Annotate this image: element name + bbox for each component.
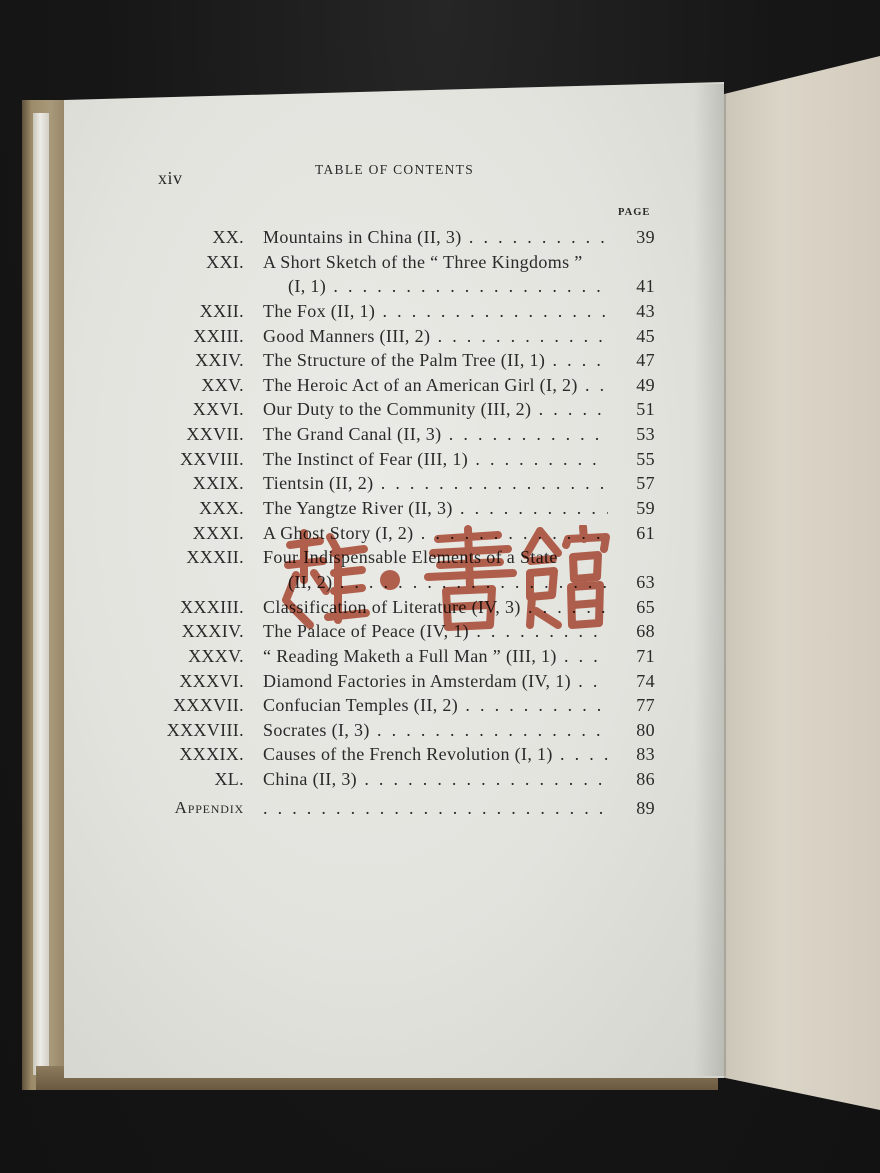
entry-page-number: 41 (636, 276, 655, 297)
entry-numeral: XXV. (201, 374, 244, 395)
appendix-entry (150, 796, 655, 821)
seal-glyph-1 (286, 533, 366, 625)
entry-page-number: 39 (636, 227, 655, 247)
seal-glyph-2 (428, 529, 513, 627)
entry-numeral: XXX. (199, 498, 244, 519)
gutter-shadow (694, 84, 726, 1076)
toc-entry (150, 644, 655, 669)
entry-page-number: 77 (636, 695, 655, 716)
page-column-label: PAGE (618, 207, 651, 218)
toc-entry (150, 373, 655, 398)
entry-title: Socrates (I, 3) . . . (263, 718, 608, 743)
entry-numeral-slot (150, 570, 244, 595)
toc-entry (150, 669, 655, 694)
entry-title: China (II, 3) . . . (263, 767, 608, 792)
toc-entry (150, 225, 655, 250)
toc-entry-line (150, 397, 655, 422)
toc-entries (150, 225, 655, 792)
entry-numeral: XXXIII. (180, 596, 244, 617)
toc-entry-line (150, 447, 655, 472)
entry-title: The Heroic Act of an American Girl (I, 2) . . . (263, 373, 608, 398)
appendix-label: Appendix (174, 798, 244, 818)
entry-title: A Ghost Story (I, 2) . . . (263, 521, 608, 546)
toc-entry-line (150, 669, 655, 694)
entry-numeral: XX. (212, 227, 244, 247)
entry-numeral: XXXII. (186, 547, 244, 568)
entry-page-number: 57 (636, 473, 655, 494)
entry-page-number: 68 (636, 621, 655, 642)
toc-entry-line (150, 225, 655, 250)
entry-title-continuation: (I, 1) . . . (288, 274, 608, 299)
entry-numeral: XXXI. (192, 522, 244, 543)
toc-entry-line (150, 299, 655, 324)
entry-page-number: 83 (636, 744, 655, 765)
entry-title: Four Indispensable Elements of a State (263, 547, 558, 568)
toc-entry (150, 397, 655, 422)
entry-page-number: 53 (636, 424, 655, 445)
page-block-edge (33, 113, 49, 1075)
entry-numeral: XXXVII. (173, 695, 244, 716)
toc-entry-line (150, 348, 655, 373)
entry-page-number: 43 (636, 300, 655, 321)
entry-title: Tientsin (II, 2) . . . (263, 471, 608, 496)
toc-entry (150, 742, 655, 767)
entry-title: The Yangtze River (II, 3) . . . (263, 496, 608, 521)
entry-numeral: XL. (214, 769, 244, 790)
entry-numeral: XXXV. (188, 645, 244, 666)
toc-entry-line (150, 324, 655, 349)
entry-title: Confucian Temples (II, 2) . . . (263, 693, 608, 718)
entry-page-slot (608, 250, 655, 275)
toc-entry (150, 250, 655, 299)
facing-page (716, 56, 880, 1110)
entry-page-slot (608, 545, 655, 570)
table-of-contents (150, 225, 655, 821)
seal-glyph-3 (526, 527, 606, 625)
entry-page-number: 74 (636, 670, 655, 691)
toc-entry (150, 447, 655, 472)
toc-entry-line (150, 496, 655, 521)
entry-numeral-slot (150, 274, 244, 299)
toc-entry-line (150, 693, 655, 718)
entry-numeral: XXIX. (192, 473, 244, 494)
entry-title: Classification of Literature (IV, 3) . . . (263, 595, 608, 620)
entry-title: A Short Sketch of the “ Three Kingdoms ” (263, 251, 583, 272)
entry-numeral: XXXVIII. (166, 719, 244, 740)
entry-title: The Instinct of Fear (III, 1) . . . (263, 447, 608, 472)
entry-page-number: 65 (636, 596, 655, 617)
folio-page-number: xiv (158, 168, 183, 188)
entry-title: Diamond Factories in Amsterdam (IV, 1) . . . (263, 669, 608, 694)
entry-page-number: 47 (636, 350, 655, 371)
entry-page-number: 51 (636, 399, 655, 420)
toc-entry-line (150, 373, 655, 398)
toc-entry-line (150, 767, 655, 792)
entry-page-number: 63 (636, 571, 655, 592)
entry-numeral: XXIV. (195, 350, 244, 371)
entry-page-number: 61 (636, 522, 655, 543)
entry-page-number: 55 (636, 448, 655, 469)
entry-numeral: XXVIII. (180, 448, 244, 469)
toc-entry (150, 496, 655, 521)
toc-entry-line (150, 718, 655, 743)
entry-title: Our Duty to the Community (III, 2) . . . (263, 397, 608, 422)
entry-page-number: 86 (636, 769, 655, 790)
entry-numeral: XXXVI. (179, 670, 244, 691)
appendix-page-number: 89 (636, 798, 655, 819)
entry-title: Good Manners (III, 2) . . . (263, 324, 608, 349)
entry-page-number: 71 (636, 645, 655, 666)
toc-entry-line (150, 644, 655, 669)
entry-numeral: XXVII. (186, 424, 244, 445)
toc-entry (150, 767, 655, 792)
entry-title-continuation: (II, 2) . . . (288, 570, 608, 595)
toc-entry (150, 422, 655, 447)
toc-entry-line (150, 250, 655, 275)
toc-entry (150, 718, 655, 743)
entry-numeral: XXVI. (192, 399, 244, 420)
entry-title: The Structure of the Palm Tree (II, 1) . . . (263, 348, 608, 373)
toc-entry-line (150, 742, 655, 767)
entry-page-number: 45 (636, 325, 655, 346)
toc-entry (150, 693, 655, 718)
entry-numeral: XXII. (199, 300, 244, 321)
entry-title: The Palace of Peace (IV, 1) . . . (263, 619, 608, 644)
toc-entry-line (150, 471, 655, 496)
toc-entry (150, 324, 655, 349)
toc-entry (150, 299, 655, 324)
entry-title: Mountains in China (II, 3) . . . (263, 225, 608, 250)
entry-title: The Grand Canal (II, 3) . . . (263, 422, 608, 447)
toc-entry (150, 471, 655, 496)
appendix-leader (263, 796, 608, 821)
toc-entry-line (150, 274, 655, 299)
entry-page-number: 59 (636, 498, 655, 519)
running-head: TABLE OF CONTENTS (315, 162, 475, 177)
entry-numeral: XXIII. (193, 325, 244, 346)
entry-page-number: 49 (636, 374, 655, 395)
entry-numeral: XXXIV. (181, 621, 244, 642)
entry-page-number: 80 (636, 719, 655, 740)
entry-title: The Fox (II, 1) . . . (263, 299, 608, 324)
toc-entry (150, 348, 655, 373)
entry-numeral: XXI. (206, 251, 244, 272)
toc-entry-line (150, 422, 655, 447)
library-seal-stamp (268, 525, 613, 640)
seal-dot (380, 570, 400, 590)
entry-numeral: XXXIX. (179, 744, 244, 765)
entry-title: “ Reading Maketh a Full Man ” (III, 1) . . . (263, 644, 608, 669)
entry-title: Causes of the French Revolution (I, 1) . . . (263, 742, 608, 767)
